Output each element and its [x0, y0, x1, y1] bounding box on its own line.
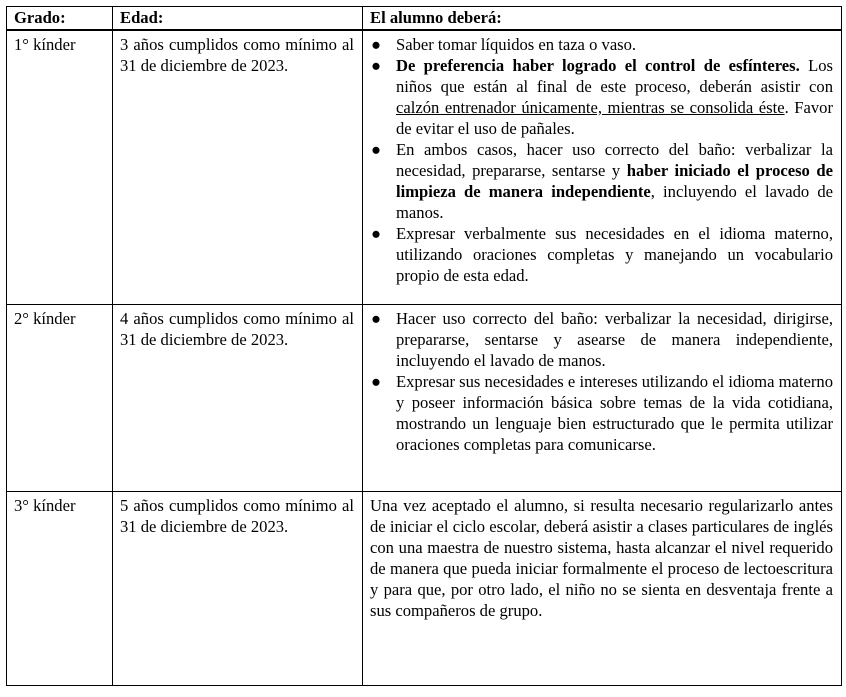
header-edad: Edad: [113, 7, 363, 31]
bullet-icon: ● [371, 35, 382, 54]
list-item: ● En ambos casos, hacer uso correcto del baño: verbalizar la necesidad, prepararse, sentarse y haber iniciado el proceso de limpieza de manera independiente, incluyendo el lavado de manos. [371, 140, 833, 222]
list-item: ● Hacer uso correcto del baño: verbalizar la necesidad, dirigirse, prepararse, sentarse y asearse de manera independiente, incluyendo el lavado de manos. [371, 309, 833, 370]
list-item: ● De preferencia haber logrado el control de esfínteres. Los niños que están al final de este proceso, deberán asistir con calzón entrenador únicamente, mientras se consolida éste. Favor de evitar el uso de pañales. [371, 56, 833, 138]
list-item: ● Saber tomar líquidos en taza o vaso. [371, 35, 637, 54]
requirements-list [370, 34, 833, 286]
edad-cell: 4 años cumplidos como mínimo al 31 de diciembre de 2023. [113, 305, 363, 492]
requirements-table [6, 6, 842, 686]
bullet-icon: ● [371, 309, 382, 328]
grado-cell: 2° kínder [7, 305, 113, 492]
requirements-cell: Una vez aceptado el alumno, si resulta necesario regularizarlo antes de iniciar el ciclo escolar, deberá asistir a clases particulares de inglés con una maestra de nuestro sistema, hasta alcanzar el nivel requerido de manera que pueda iniciar formalmente el proceso de lectoescritura y para que, por otro lado, el niño no se sienta en desventaja frente a sus compañeros de grupo. [363, 492, 842, 686]
table-row [7, 30, 842, 305]
header-row [7, 7, 842, 31]
bullet-icon: ● [371, 372, 382, 391]
header-grado: Grado: [7, 7, 113, 31]
requirements-list [370, 308, 833, 455]
requirements-cell [363, 30, 842, 305]
grado-cell: 1° kínder [7, 30, 113, 305]
edad-cell: 3 años cumplidos como mínimo al 31 de diciembre de 2023. [113, 30, 363, 305]
table-row [7, 492, 842, 686]
bullet-icon: ● [371, 224, 382, 243]
bullet-icon: ● [371, 56, 382, 75]
edad-cell: 5 años cumplidos como mínimo al 31 de diciembre de 2023. [113, 492, 363, 686]
requirements-cell [363, 305, 842, 492]
list-item: ● Expresar sus necesidades e intereses utilizando el idioma materno y poseer información básica sobre temas de la vida cotidiana, mostrando un lenguaje bien estructurado que le permita utilizar oraciones completas para comunicarse. [371, 372, 833, 454]
header-alumno: El alumno deberá: [363, 7, 842, 31]
list-item: ● Expresar verbalmente sus necesidades en el idioma materno, utilizando oraciones completas y manejando un vocabulario propio de esta edad. [371, 224, 833, 285]
bullet-icon: ● [371, 140, 382, 159]
grado-cell: 3° kínder [7, 492, 113, 686]
table-row [7, 305, 842, 492]
